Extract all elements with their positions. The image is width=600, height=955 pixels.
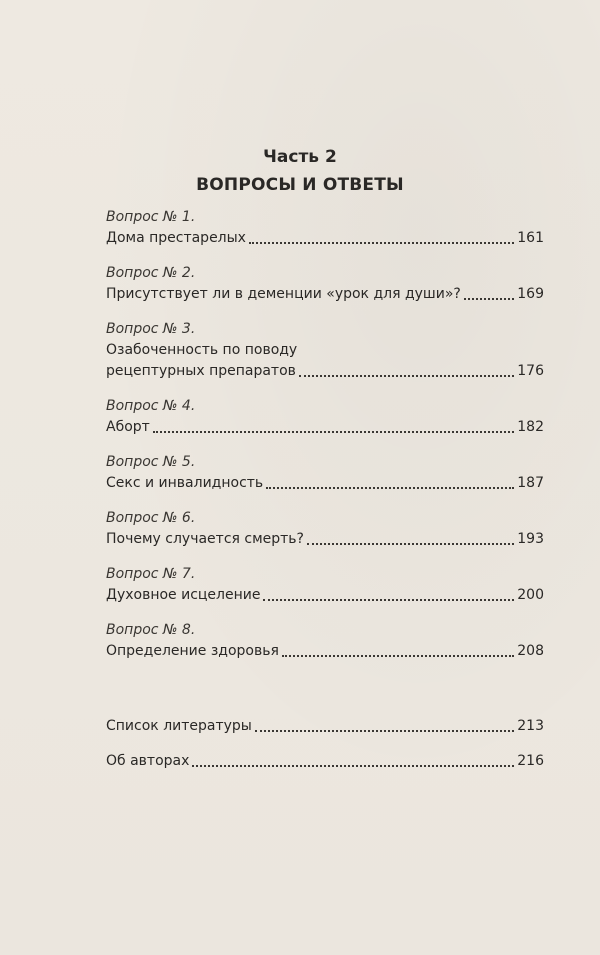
page-number: 208 [517,643,544,659]
entry-title: Почему случается смерть? [106,531,304,547]
toc-entry-q6 [106,508,544,550]
dot-leader [266,486,514,489]
toc-line [106,228,544,249]
toc-line [106,751,544,772]
toc-entry-q4 [106,396,544,438]
toc-entry-q2 [106,263,544,305]
dot-leader [192,764,514,767]
question-label: Вопрос № 6. [106,510,196,526]
page-number: 182 [517,419,544,435]
question-label: Вопрос № 2. [106,265,196,281]
dot-leader [263,598,514,601]
entry-title: Об авторах [106,753,190,769]
entry-title: рецептурных препаратов [106,363,296,379]
section-header [0,146,600,196]
question-label: Вопрос № 7. [106,566,196,582]
entry-title: Секс и инвалидность [106,475,264,491]
toc-line [106,417,544,438]
entry-title-line1: Озабоченность по поводу [106,342,298,358]
page-number: 200 [517,587,544,603]
toc-line [106,361,544,382]
part-number: Часть 2 [263,147,337,167]
toc-entry-q8 [106,620,544,662]
dot-leader [464,297,514,300]
page-number: 161 [517,230,544,246]
dot-leader [255,729,514,732]
entry-title: Присутствует ли в деменции «урок для души»? [106,286,461,302]
dot-leader [299,374,514,377]
dot-leader [249,241,514,244]
entry-title: Список литературы [106,718,252,734]
toc-entry-q5 [106,452,544,494]
toc-entry-q7 [106,564,544,606]
question-label: Вопрос № 8. [106,622,196,638]
toc-line [106,585,544,606]
entry-title: Дома престарелых [106,230,246,246]
dot-leader [307,542,514,545]
page-number: 169 [517,286,544,302]
toc-line [106,716,544,737]
toc-line [106,284,544,305]
question-label: Вопрос № 3. [106,321,196,337]
question-label: Вопрос № 1. [106,209,196,225]
entry-title: Определение здоровья [106,643,279,659]
toc-entry-authors [106,751,544,772]
page-number: 216 [517,753,544,769]
page-number: 213 [517,718,544,734]
question-label: Вопрос № 5. [106,454,196,470]
toc-line [106,473,544,494]
toc-entry-q1 [106,207,544,249]
question-label: Вопрос № 4. [106,398,196,414]
table-of-contents [106,207,544,786]
section-title: ВОПРОСЫ И ОТВЕТЫ [196,175,404,195]
toc-entry-q3 [106,319,544,382]
entry-title: Аборт [106,419,150,435]
toc-entry-bibliography [106,716,544,737]
toc-line [106,641,544,662]
toc-line [106,529,544,550]
entry-title: Духовное исцеление [106,587,261,603]
dot-leader [282,654,514,657]
page-number: 187 [517,475,544,491]
page-number: 193 [517,531,544,547]
page-number: 176 [517,363,544,379]
spacer [106,676,544,716]
dot-leader [153,430,514,433]
